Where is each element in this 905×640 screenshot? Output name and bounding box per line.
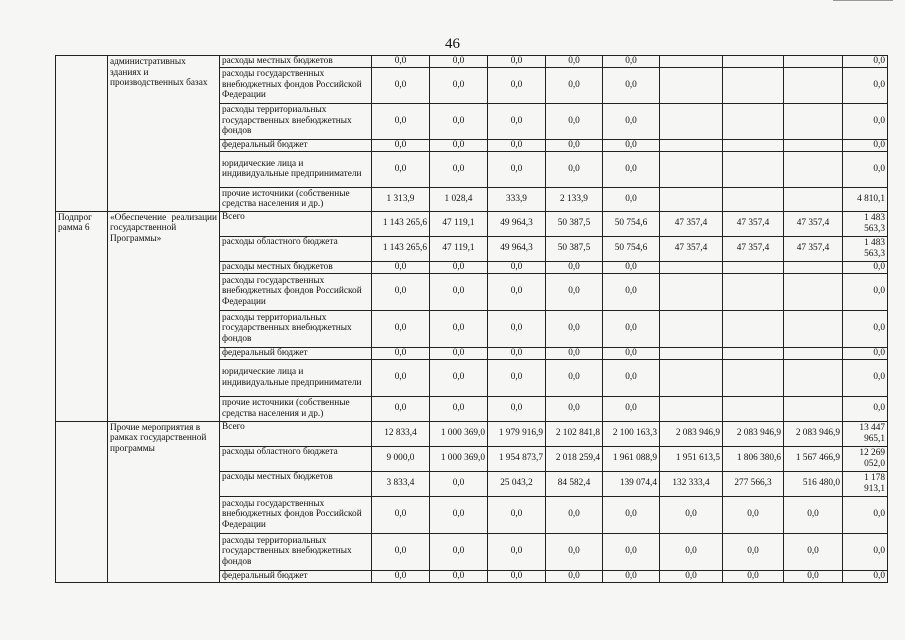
value-cell [723, 187, 784, 211]
value-cell [784, 396, 843, 421]
value-cell: 0,0 [430, 261, 488, 273]
value-cell: 47 357,4 [660, 211, 723, 236]
value-cell [660, 347, 723, 359]
value-cell [723, 151, 784, 187]
total-cell: 0,0 [843, 310, 888, 347]
value-cell: 0,0 [546, 273, 603, 310]
value-cell: 0,0 [372, 496, 430, 533]
value-cell: 47 357,4 [660, 236, 723, 261]
funding-source-label: федеральный бюджет [220, 347, 372, 359]
value-cell: 1 567 466,9 [784, 446, 843, 471]
value-cell: 0,0 [546, 396, 603, 421]
total-cell: 0,0 [843, 570, 888, 582]
value-cell [723, 359, 784, 396]
value-cell: 0,0 [546, 103, 603, 139]
value-cell: 0,0 [546, 139, 603, 151]
value-cell: 50 754,6 [603, 236, 660, 261]
value-cell: 0,0 [603, 67, 660, 103]
value-cell: 1 000 369,0 [430, 421, 488, 446]
value-cell: 50 387,5 [546, 236, 603, 261]
value-cell: 1 143 265,6 [372, 211, 430, 236]
total-cell: 0,0 [843, 103, 888, 139]
value-cell [784, 67, 843, 103]
value-cell: 1 806 380,6 [723, 446, 784, 471]
value-cell: 0,0 [603, 103, 660, 139]
value-cell [784, 310, 843, 347]
value-cell: 0,0 [488, 151, 546, 187]
total-cell: 0,0 [843, 151, 888, 187]
value-cell: 0,0 [546, 359, 603, 396]
value-cell: 0,0 [546, 151, 603, 187]
value-cell: 0,0 [430, 139, 488, 151]
value-cell: 0,0 [372, 151, 430, 187]
value-cell: 0,0 [430, 56, 488, 68]
value-cell [723, 56, 784, 68]
value-cell: 0,0 [723, 570, 784, 582]
value-cell: 49 964,3 [488, 236, 546, 261]
value-cell [660, 103, 723, 139]
value-cell [660, 151, 723, 187]
funding-source-label: юридические лица и индивидуальные предприниматели [220, 151, 372, 187]
value-cell: 0,0 [430, 103, 488, 139]
funding-source-label: федеральный бюджет [220, 570, 372, 582]
value-cell: 0,0 [372, 396, 430, 421]
budget-table [55, 55, 888, 583]
value-cell: 9 000,0 [372, 446, 430, 471]
value-cell: 0,0 [372, 103, 430, 139]
value-cell: 2 083 946,9 [784, 421, 843, 446]
value-cell: 0,0 [603, 347, 660, 359]
value-cell: 0,0 [603, 139, 660, 151]
value-cell: 0,0 [488, 261, 546, 273]
value-cell: 1 954 873,7 [488, 446, 546, 471]
value-cell: 0,0 [784, 570, 843, 582]
value-cell: 0,0 [546, 310, 603, 347]
total-cell: 0,0 [843, 347, 888, 359]
value-cell: 132 333,4 [660, 471, 723, 496]
total-cell: 0,0 [843, 359, 888, 396]
value-cell: 277 566,3 [723, 471, 784, 496]
total-cell: 0,0 [843, 139, 888, 151]
value-cell: 47 119,1 [430, 236, 488, 261]
value-cell: 0,0 [488, 359, 546, 396]
value-cell: 0,0 [430, 273, 488, 310]
value-cell: 0,0 [603, 533, 660, 570]
program-code-cell: Подпрог рамма 6 [56, 211, 108, 421]
value-cell: 3 833,4 [372, 471, 430, 496]
total-cell: 0,0 [843, 67, 888, 103]
value-cell: 139 074,4 [603, 471, 660, 496]
value-cell: 0,0 [488, 347, 546, 359]
value-cell: 0,0 [603, 56, 660, 68]
value-cell [660, 359, 723, 396]
value-cell: 0,0 [430, 151, 488, 187]
value-cell: 0,0 [488, 396, 546, 421]
value-cell [723, 103, 784, 139]
value-cell [784, 187, 843, 211]
value-cell [660, 273, 723, 310]
total-cell: 1 483 563,3 [843, 211, 888, 236]
funding-source-label: расходы государственных внебюджетных фондов Российской Федерации [220, 273, 372, 310]
value-cell: 2 102 841,8 [546, 421, 603, 446]
value-cell: 1 143 265,6 [372, 236, 430, 261]
funding-source-label: расходы территориальных государственных внебюджетных фондов [220, 103, 372, 139]
value-cell: 0,0 [723, 496, 784, 533]
value-cell: 1 313,9 [372, 187, 430, 211]
value-cell: 0,0 [430, 347, 488, 359]
value-cell: 1 961 088,9 [603, 446, 660, 471]
value-cell [723, 347, 784, 359]
funding-source-label: расходы территориальных государственных внебюджетных фондов [220, 310, 372, 347]
value-cell: 0,0 [430, 67, 488, 103]
total-cell: 1 483 563,3 [843, 236, 888, 261]
value-cell: 0,0 [784, 496, 843, 533]
value-cell: 0,0 [546, 570, 603, 582]
value-cell [723, 139, 784, 151]
program-title-cell: «Обеспечение реализации государственной Программы» [108, 211, 220, 421]
value-cell: 0,0 [603, 273, 660, 310]
funding-source-label: расходы местных бюджетов [220, 261, 372, 273]
value-cell: 0,0 [603, 396, 660, 421]
value-cell [784, 139, 843, 151]
value-cell: 0,0 [372, 139, 430, 151]
value-cell: 516 480,0 [784, 471, 843, 496]
value-cell: 25 043,2 [488, 471, 546, 496]
funding-source-label: расходы государственных внебюджетных фондов Российской Федерации [220, 67, 372, 103]
value-cell: 0,0 [546, 56, 603, 68]
value-cell: 0,0 [603, 261, 660, 273]
total-cell: 0,0 [843, 56, 888, 68]
value-cell: 47 357,4 [784, 236, 843, 261]
value-cell: 0,0 [488, 533, 546, 570]
value-cell: 0,0 [488, 310, 546, 347]
value-cell: 12 833,4 [372, 421, 430, 446]
value-cell: 0,0 [603, 359, 660, 396]
value-cell: 0,0 [488, 139, 546, 151]
total-cell: 4 810,1 [843, 187, 888, 211]
value-cell: 0,0 [603, 310, 660, 347]
value-cell: 0,0 [723, 533, 784, 570]
budget-table-wrapper [55, 55, 888, 583]
funding-source-label: расходы местных бюджетов [220, 56, 372, 68]
value-cell: 1 028,4 [430, 187, 488, 211]
value-cell: 47 357,4 [784, 211, 843, 236]
value-cell [660, 139, 723, 151]
value-cell: 47 357,4 [723, 236, 784, 261]
value-cell: 0,0 [372, 310, 430, 347]
program-title-cell: Прочие мероприятия в рамках государственной программы [108, 421, 220, 582]
value-cell: 0,0 [546, 347, 603, 359]
value-cell: 0,0 [430, 359, 488, 396]
value-cell: 49 964,3 [488, 211, 546, 236]
value-cell: 0,0 [546, 533, 603, 570]
value-cell [723, 67, 784, 103]
total-cell: 0,0 [843, 261, 888, 273]
value-cell: 2 133,9 [546, 187, 603, 211]
value-cell: 2 083 946,9 [723, 421, 784, 446]
value-cell: 0,0 [488, 496, 546, 533]
page-number: 46 [445, 36, 460, 52]
value-cell [660, 310, 723, 347]
value-cell: 0,0 [372, 359, 430, 396]
value-cell [784, 103, 843, 139]
value-cell [723, 261, 784, 273]
value-cell: 2 083 946,9 [660, 421, 723, 446]
value-cell: 1 951 613,5 [660, 446, 723, 471]
funding-source-label: расходы государственных внебюджетных фондов Российской Федерации [220, 496, 372, 533]
value-cell: 50 387,5 [546, 211, 603, 236]
value-cell: 47 119,1 [430, 211, 488, 236]
funding-source-label: Всего [220, 421, 372, 446]
funding-source-label: расходы местных бюджетов [220, 471, 372, 496]
value-cell: 333,9 [488, 187, 546, 211]
value-cell: 2 100 163,3 [603, 421, 660, 446]
total-cell: 0,0 [843, 496, 888, 533]
value-cell: 0,0 [660, 533, 723, 570]
value-cell: 0,0 [430, 496, 488, 533]
value-cell: 0,0 [372, 533, 430, 570]
value-cell: 0,0 [660, 496, 723, 533]
funding-source-label: юридические лица и индивидуальные предприниматели [220, 359, 372, 396]
value-cell: 0,0 [603, 151, 660, 187]
total-cell: 0,0 [843, 273, 888, 310]
value-cell [660, 396, 723, 421]
budget-table-body [56, 56, 888, 583]
program-title-cell: административных зданиях и производственных базах [108, 56, 220, 212]
table-row [56, 421, 888, 446]
value-cell: 0,0 [546, 261, 603, 273]
value-cell: 0,0 [546, 496, 603, 533]
value-cell [784, 359, 843, 396]
value-cell [784, 347, 843, 359]
value-cell: 1 000 369,0 [430, 446, 488, 471]
total-cell: 13 447 965,1 [843, 421, 888, 446]
total-cell: 0,0 [843, 533, 888, 570]
value-cell: 50 754,6 [603, 211, 660, 236]
value-cell: 0,0 [372, 67, 430, 103]
scan-artifact-line [833, 0, 893, 5]
value-cell: 47 357,4 [723, 211, 784, 236]
value-cell [660, 187, 723, 211]
value-cell: 0,0 [546, 67, 603, 103]
value-cell [660, 56, 723, 68]
funding-source-label: Всего [220, 211, 372, 236]
value-cell: 0,0 [488, 56, 546, 68]
funding-source-label: прочие источники (собственные средства населения и др.) [220, 187, 372, 211]
value-cell: 1 979 916,9 [488, 421, 546, 446]
program-code-cell [56, 421, 108, 582]
funding-source-label: расходы областного бюджета [220, 446, 372, 471]
value-cell [660, 261, 723, 273]
funding-source-label: прочие источники (собственные средства населения и др.) [220, 396, 372, 421]
value-cell: 0,0 [372, 570, 430, 582]
funding-source-label: расходы территориальных государственных внебюджетных фондов [220, 533, 372, 570]
value-cell [784, 261, 843, 273]
funding-source-label: федеральный бюджет [220, 139, 372, 151]
value-cell [723, 396, 784, 421]
value-cell: 84 582,4 [546, 471, 603, 496]
total-cell: 1 178 913,1 [843, 471, 888, 496]
value-cell: 0,0 [488, 67, 546, 103]
funding-source-label: расходы областного бюджета [220, 236, 372, 261]
value-cell: 2 018 259,4 [546, 446, 603, 471]
value-cell [723, 273, 784, 310]
value-cell [784, 56, 843, 68]
value-cell: 0,0 [430, 533, 488, 570]
value-cell: 0,0 [430, 570, 488, 582]
value-cell: 0,0 [372, 56, 430, 68]
value-cell: 0,0 [784, 533, 843, 570]
value-cell [660, 67, 723, 103]
table-row [56, 56, 888, 68]
program-code-cell [56, 56, 108, 212]
table-row [56, 211, 888, 236]
value-cell: 0,0 [603, 496, 660, 533]
total-cell: 12 269 052,0 [843, 446, 888, 471]
total-cell: 0,0 [843, 396, 888, 421]
value-cell [784, 273, 843, 310]
value-cell: 0,0 [430, 310, 488, 347]
value-cell: 0,0 [660, 570, 723, 582]
value-cell [723, 310, 784, 347]
value-cell: 0,0 [603, 570, 660, 582]
value-cell: 0,0 [488, 570, 546, 582]
value-cell: 0,0 [488, 103, 546, 139]
value-cell [784, 151, 843, 187]
value-cell: 0,0 [372, 347, 430, 359]
value-cell: 0,0 [430, 471, 488, 496]
value-cell: 0,0 [372, 261, 430, 273]
value-cell: 0,0 [372, 273, 430, 310]
value-cell: 0,0 [603, 187, 660, 211]
value-cell: 0,0 [430, 396, 488, 421]
value-cell: 0,0 [488, 273, 546, 310]
